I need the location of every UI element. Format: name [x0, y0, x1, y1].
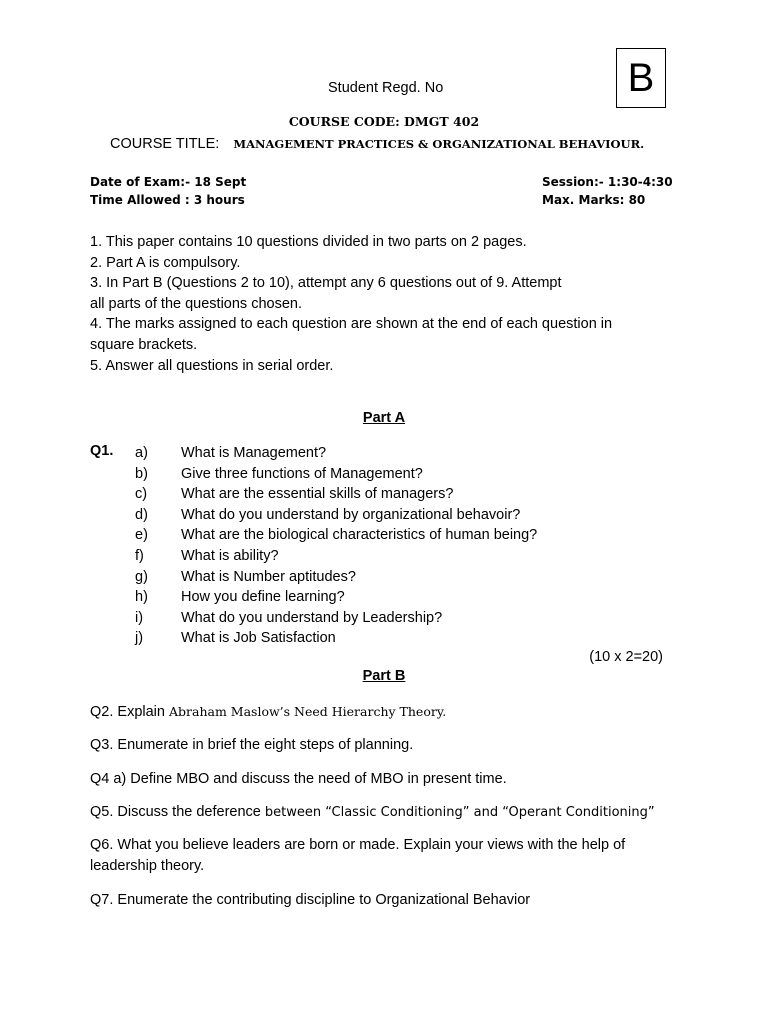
question-2-prefix: Q2. Explain [90, 704, 169, 720]
q1-item [135, 546, 537, 567]
q1-item [135, 525, 537, 546]
q1-item [135, 587, 537, 608]
q1-item-text: How you define learning? [181, 589, 345, 606]
question-7: Q7. Enumerate the contributing discipline to Organizational Behavior [90, 892, 531, 908]
question-6-line: leadership theory. [90, 857, 205, 874]
session: Session:- 1:30-4:30 [542, 175, 673, 189]
q1-item-text: What do you understand by organizational behavoir? [181, 506, 521, 523]
course-title-value: MANAGEMENT PRACTICES & ORGANIZATIONAL BEHAVIOUR. [233, 137, 645, 151]
instruction-line: square brackets. [90, 336, 198, 353]
q1-item-letter: c) [135, 486, 148, 503]
question-3: Q3. Enumerate in brief the eight steps of planning. [90, 737, 414, 753]
question-5-prefix: Q5. Discuss the deference [90, 804, 265, 820]
q1-label: Q1. [90, 443, 114, 459]
course-title-label: COURSE TITLE: [110, 136, 220, 152]
q1-item-letter: b) [135, 465, 148, 482]
q1-item-text: What do you understand by Leadership? [181, 609, 443, 626]
q1-item-letter: d) [135, 506, 148, 523]
q1-item-letter: h) [135, 589, 148, 606]
q1-item-text: What is Management? [181, 445, 327, 461]
q1-item-letter: g) [135, 568, 148, 585]
q1-item [135, 628, 537, 649]
q1-list [135, 443, 537, 649]
q1-item [135, 484, 537, 505]
q1-item [135, 443, 537, 464]
instruction-line: all parts of the questions chosen. [90, 295, 302, 312]
q1-item-text: Give three functions of Management? [181, 465, 423, 482]
student-regd-label: Student Regd. No [328, 80, 444, 96]
set-letter-box: B [616, 48, 666, 108]
q1-item-text: What is Number aptitudes? [181, 568, 356, 585]
question-2-text: Abraham Maslow’s Need Hierarchy Theory. [169, 704, 447, 719]
q1-item [135, 608, 537, 629]
question-4: Q4 a) Define MBO and discuss the need of MBO in present time. [90, 771, 507, 787]
question-2 [90, 702, 446, 723]
instruction-line: 1. This paper contains 10 questions divided in two parts on 2 pages. [90, 234, 527, 250]
question-5 [90, 802, 655, 824]
q1-item-letter: j) [135, 630, 144, 647]
q1-item-letter: e) [135, 527, 148, 544]
instruction-line: 2. Part A is compulsory. [90, 254, 241, 271]
part-a-heading: Part A [362, 410, 406, 426]
q1-item-text: What is ability? [181, 547, 279, 564]
q1-item-text: What are the biological characteristics of human being? [181, 527, 538, 544]
q1-item-text: What is Job Satisfaction [181, 630, 336, 647]
q1-item-letter: f) [135, 547, 144, 564]
q1-item [135, 505, 537, 526]
q1-item-text: What are the essential skills of managers? [181, 486, 454, 503]
max-marks: Max. Marks: 80 [542, 193, 646, 207]
q1-item-letter: a) [135, 445, 148, 461]
q1-marks: (10 x 2=20) [589, 649, 663, 665]
q1-item [135, 567, 537, 588]
question-6-line: Q6. What you believe leaders are born or made. Explain your views with the help of [90, 837, 626, 853]
time-allowed: Time Allowed : 3 hours [90, 193, 245, 207]
question-5-text: between “Classic Conditioning” and “Operant Conditioning” [264, 805, 655, 820]
instruction-line: 5. Answer all questions in serial order. [90, 357, 334, 374]
q1-item-letter: i) [135, 609, 144, 626]
part-b-heading: Part B [362, 668, 406, 684]
course-title-line [110, 136, 644, 152]
q1-item [135, 464, 537, 485]
instructions [90, 232, 690, 376]
date-of-exam: Date of Exam:- 18 Sept [90, 175, 247, 189]
question-6 [90, 835, 625, 876]
instruction-line: 3. In Part B (Questions 2 to 10), attempt any 6 questions out of 9. Attempt [90, 275, 562, 292]
instruction-line: 4. The marks assigned to each question are shown at the end of each question in [90, 316, 613, 333]
course-code: COURSE CODE: DMGT 402 [288, 114, 480, 129]
